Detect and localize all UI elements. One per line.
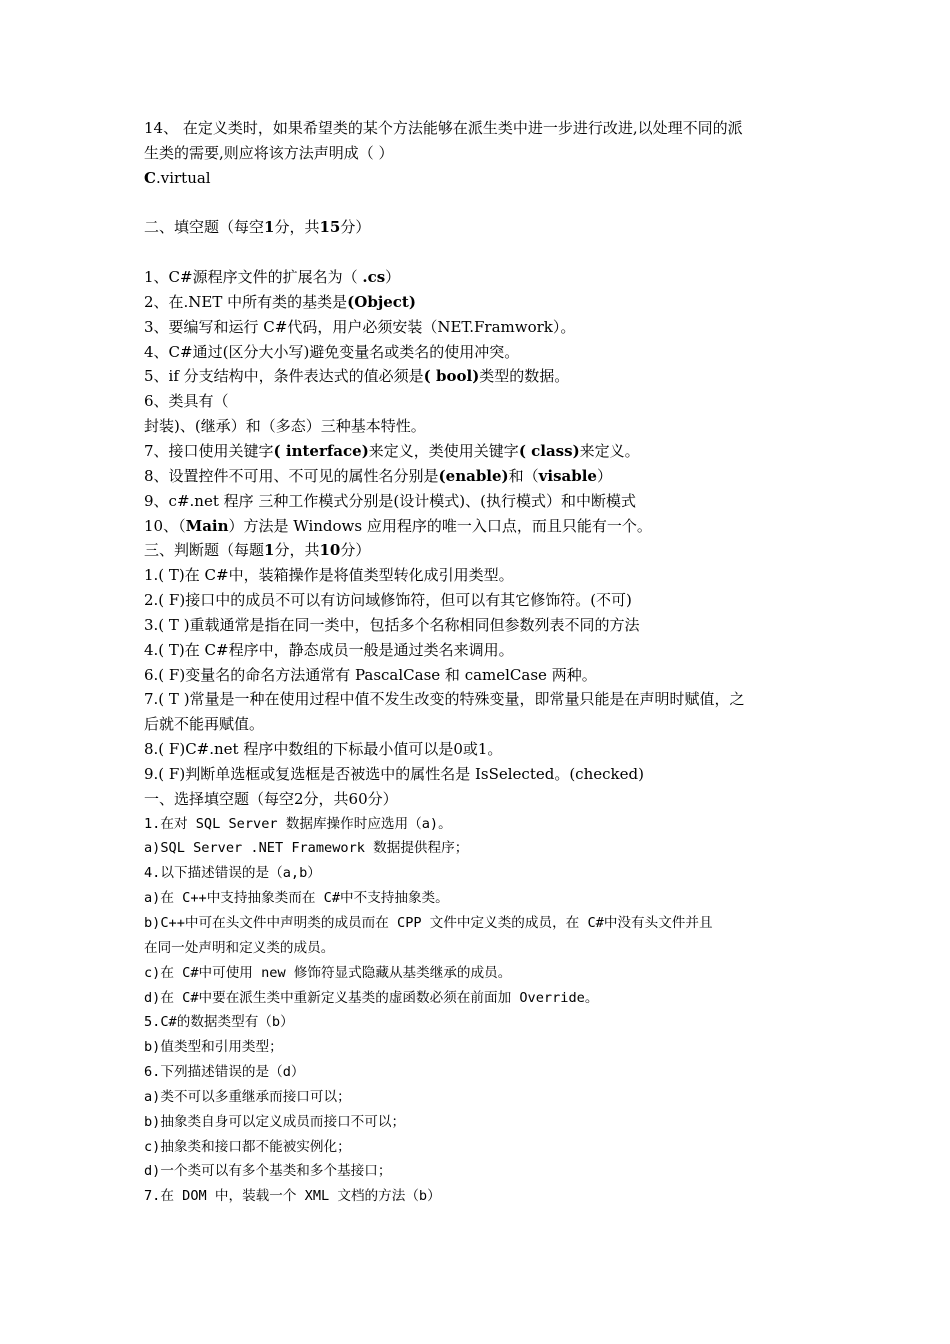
true-false-item: 8.( F)C#.net 程序中数组的下标最小值可以是0或1。 xyxy=(144,740,503,759)
true-false-item: 9.( F)判断单选框或复选框是否被选中的属性名是 IsSelected。(checked) xyxy=(144,764,644,783)
choice-item: 5.C#的数据类型有（b） xyxy=(144,1014,294,1031)
q14-line-2: 生类的需要,则应将该方法声明成（ ） xyxy=(144,143,394,162)
true-false-item: 2.( F)接口中的成员不可以有访问域修饰符，但可以有其它修饰符。(不可) xyxy=(144,591,632,610)
choice-item: c)在 C#中可使用 new 修饰符显式隐藏从基类继承的成员。 xyxy=(144,964,512,981)
fill-blank-item: 1、C#源程序文件的扩展名为（ .cs） xyxy=(144,268,401,287)
choice-item: 1.在对 SQL Server 数据库操作时应选用（a)。 xyxy=(144,815,452,832)
choice-item: 4.以下描述错误的是（a,b） xyxy=(144,865,321,882)
choice-item: b)C++中可在头文件中声明类的成员而在 CPP 文件中定义类的成员，在 C#中没有头文件并且 xyxy=(144,915,713,931)
document-page xyxy=(144,116,814,1209)
fill-blank-item: 6、类具有（ xyxy=(144,392,229,411)
q14-line-1: 14、 在定义类时，如果希望类的某个方法能够在派生类中进一步进行改进,以处理不同的派 xyxy=(144,119,743,137)
true-false-item: 3.( T )重载通常是指在同一类中，包括多个名称相同但参数列表不同的方法 xyxy=(144,615,640,634)
true-false-item: 4.( T)在 C#程序中，静态成员一般是通过类名来调用。 xyxy=(144,640,514,659)
choice-item: d)一个类可以有多个基类和多个基接口； xyxy=(144,1163,392,1180)
q14-answer-letter: C xyxy=(144,168,156,187)
true-false-item: 后就不能再赋值。 xyxy=(144,715,265,734)
true-false-heading: 三、判断题（每题1分，共10分） xyxy=(144,541,371,560)
choice-item: b)值类型和引用类型； xyxy=(144,1039,283,1056)
fill-blank-item: 5、if 分支结构中，条件表达式的值必须是( bool)类型的数据。 xyxy=(144,367,570,386)
fill-blank-item: 封装)、(继承）和（多态）三种基本特性。 xyxy=(144,417,426,436)
choice-item: c)抽象类和接口都不能被实例化； xyxy=(144,1138,351,1155)
choice-heading: 一、选择填空题（每空2分，共60分） xyxy=(144,789,398,808)
choice-item: a)类不可以多重继承而接口可以； xyxy=(144,1088,351,1105)
true-false-item: 7.( T )常量是一种在使用过程中值不发生改变的特殊变量，即常量只能是在声明时赋值，之 xyxy=(144,690,745,709)
choice-item: a)在 C++中支持抽象类而在 C#中不支持抽象类。 xyxy=(144,890,449,907)
fill-blank-item: 2、在.NET 中所有类的基类是(Object) xyxy=(144,292,416,311)
q14-answer-text: .virtual xyxy=(155,168,211,187)
fill-blank-item: 8、设置控件不可用、不可见的属性名分别是(enable)和（visable） xyxy=(144,466,612,485)
choice-item: a)SQL Server .NET Framework 数据提供程序； xyxy=(144,840,469,857)
fill-blank-item: 4、C#通过(区分大小写)避免变量名或类名的使用冲突。 xyxy=(144,342,520,361)
fill-blank-item: 10、（Main）方法是 Windows 应用程序的唯一入口点，而且只能有一个。 xyxy=(144,516,652,535)
choice-item: 6.下列描述错误的是（d） xyxy=(144,1064,305,1081)
choice-item: d)在 C#中要在派生类中重新定义基类的虚函数必须在前面加 Override。 xyxy=(144,989,599,1006)
fill-blank-item: 9、c#.net 程序 三种工作模式分别是(设计模式)、(执行模式）和中断模式 xyxy=(144,491,636,510)
true-false-item: 1.( T)在 C#中，装箱操作是将值类型转化成引用类型。 xyxy=(144,566,514,585)
q14-answer xyxy=(144,166,814,191)
choice-item: 7.在 DOM 中，装载一个 XML 文档的方法（b） xyxy=(144,1188,441,1205)
choice-item: b)抽象类自身可以定义成员而接口不可以； xyxy=(144,1113,406,1130)
fill-blank-item: 3、要编写和运行 C#代码，用户必须安装（NET.Framwork）。 xyxy=(144,317,576,336)
true-false-item: 6.( F)变量名的命名方法通常有 PascalCase 和 camelCase 两种。 xyxy=(144,665,597,684)
choice-item: 在同一处声明和定义类的成员。 xyxy=(144,939,335,956)
fill-blank-heading: 二、填空题（每空1分，共15分） xyxy=(144,218,371,237)
spacer xyxy=(144,191,814,216)
fill-blank-item: 7、接口使用关键字( interface)来定义，类使用关键字( class)来定义。 xyxy=(144,441,640,460)
spacer xyxy=(144,240,814,265)
